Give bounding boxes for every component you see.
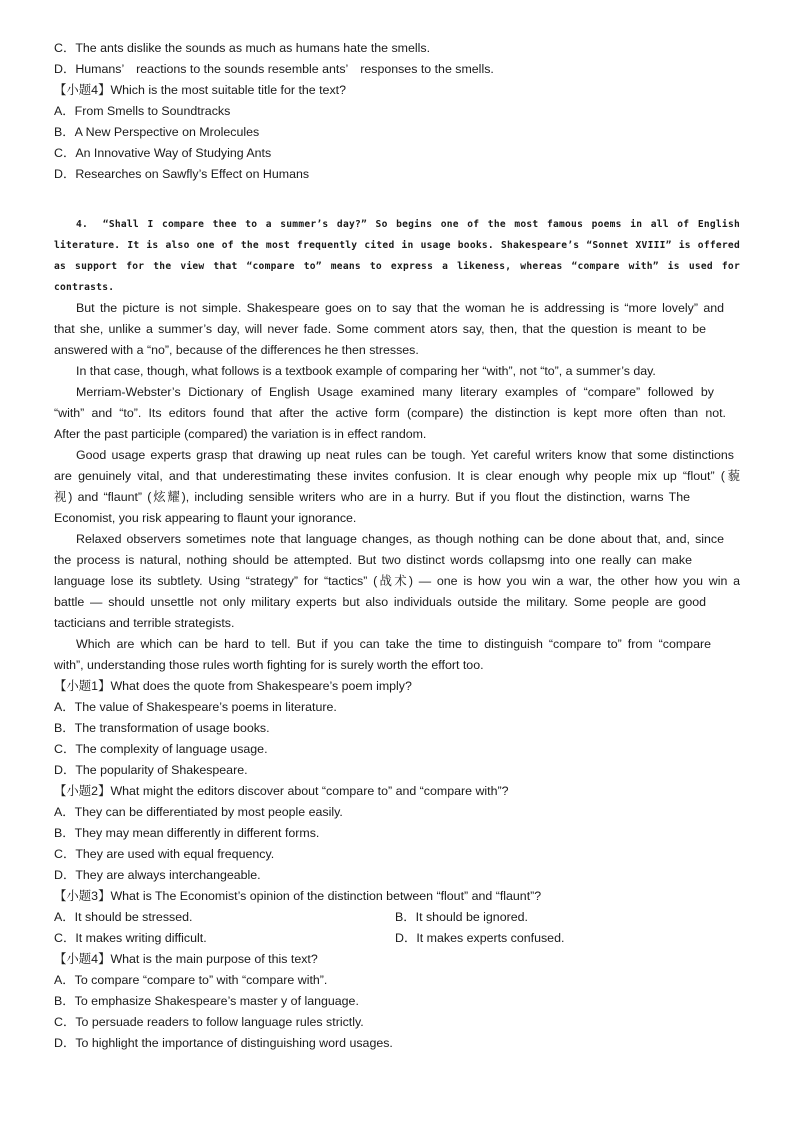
q3-option-d: D．It makes experts confused. — [395, 931, 565, 945]
paragraph-line: Economist, you risk appearing to flaunt your ignorance. — [54, 511, 357, 525]
paragraph-line: battle — should unsettle not only military experts but also individuals outside the military. Some people are good — [54, 595, 706, 609]
prev-q4-option-d: D．Researches on Sawfly’s Effect on Humans — [54, 167, 310, 181]
q4-option-b: B．To emphasize Shakespeare’s master y of language. — [54, 994, 359, 1008]
prev-q4-option-a: A．From Smells to Soundtracks — [54, 104, 231, 118]
paragraph-line: But the picture is not simple. Shakespeare goes on to say that the woman he is addressing is “more lovely” and — [76, 301, 724, 315]
q2-option-b: B．They may mean differently in different forms. — [54, 826, 320, 840]
q2-stem: 【小题2】What might the editors discover about “compare to” and “compare with”? — [54, 784, 509, 798]
q1-option-c: C．The complexity of language usage. — [54, 742, 268, 756]
paragraph-line: with”, understanding those rules worth fighting for is surely worth the effort too. — [54, 658, 484, 672]
paragraph-line: After the past participle (compared) the variation is in effect random. — [54, 427, 427, 441]
prev-q4-option-c: C．An Innovative Way of Studying Ants — [54, 146, 272, 160]
prev-q4-stem: 【小题4】Which is the most suitable title for the text? — [54, 83, 346, 97]
passage-intro-line: contrasts. — [54, 282, 115, 293]
paragraph-line: 视) and “flaunt” (炫耀), including sensible writers who are in a hurry. But if you flout the distinction, warns The — [54, 490, 690, 504]
passage-intro-line: 4. “Shall I compare thee to a summer’s day?” So begins one of the most famous poems in all of English — [76, 219, 740, 230]
paragraph-line: Good usage experts grasp that drawing up neat rules can be tough. Yet careful writers know that some distinctions — [76, 448, 734, 462]
passage-intro-line: as support for the view that “compare to” means to express a likeness, whereas “compare with” is used for — [54, 261, 740, 272]
q4-option-c: C．To persuade readers to follow language rules strictly. — [54, 1015, 364, 1029]
paragraph-line: tacticians and terrible strategists. — [54, 616, 235, 630]
paragraph-line: answered with a “no”, because of the differences he then stresses. — [54, 343, 419, 357]
q2-option-c: C．They are used with equal frequency. — [54, 847, 275, 861]
q3-option-a: A．It should be stressed. — [54, 910, 193, 924]
q4-option-d: D．To highlight the importance of distinguishing word usages. — [54, 1036, 393, 1050]
prev-q3-option-c: C．The ants dislike the sounds as much as humans hate the smells. — [54, 41, 431, 55]
prev-q4-option-b: B．A New Perspective on Mrolecules — [54, 125, 260, 139]
paragraph-line: the process is natural, nothing should be attempted. But two distinct words collapsmg into one really can make — [54, 553, 692, 567]
paragraph-line: “with” and “to”. Its editors found that after the active form (compare) the distinction is kept more often than not. — [54, 406, 726, 420]
prev-q3-option-d: D．Humans’ reactions to the sounds resemble ants’ responses to the smells. — [54, 62, 494, 76]
paragraph-line: Merriam-Webster’s Dictionary of English Usage examined many literary examples of “compare” followed by — [76, 385, 714, 399]
paragraph-line: In that case, though, what follows is a textbook example of comparing her “with”, not “to”, a summer’s day. — [76, 364, 656, 378]
q3-option-c: C．It makes writing difficult. — [54, 931, 207, 945]
paragraph-line: language lose its subtlety. Using “strategy” for “tactics” (战术) — one is how you win a war, the other how you win a — [54, 574, 740, 588]
q4-option-a: A．To compare “compare to” with “compare with”. — [54, 973, 328, 987]
paragraph-line: Which are which can be hard to tell. But if you can take the time to distinguish “compare to” from “compare — [76, 637, 711, 651]
q3-option-b: B．It should be ignored. — [395, 910, 528, 924]
passage-intro-line: literature. It is also one of the most frequently cited in usage books. Shakespeare’s “Sonnet XVIII” is offered — [54, 240, 740, 251]
q1-stem: 【小题1】What does the quote from Shakespeare’s poem imply? — [54, 679, 412, 693]
q4-stem: 【小题4】What is the main purpose of this text? — [54, 952, 318, 966]
q3-stem: 【小题3】What is The Economist’s opinion of the distinction between “flout” and “flaunt”? — [54, 889, 542, 903]
paragraph-line: Relaxed observers sometimes note that language changes, as though nothing can be done about that, and, since — [76, 532, 724, 546]
q1-option-a: A．The value of Shakespeare’s poems in literature. — [54, 700, 337, 714]
q2-option-a: A．They can be differentiated by most people easily. — [54, 805, 343, 819]
q2-option-d: D．They are always interchangeable. — [54, 868, 261, 882]
paragraph-line: are genuinely vital, and that underestimating these invites confusion. It is clear enough why people mix up “flout” (藐 — [54, 469, 740, 483]
paragraph-line: that she, unlike a summer’s day, will never fade. Some comment ators say, then, that the question is meant to be — [54, 322, 706, 336]
q1-option-b: B．The transformation of usage books. — [54, 721, 270, 735]
q1-option-d: D．The popularity of Shakespeare. — [54, 763, 248, 777]
